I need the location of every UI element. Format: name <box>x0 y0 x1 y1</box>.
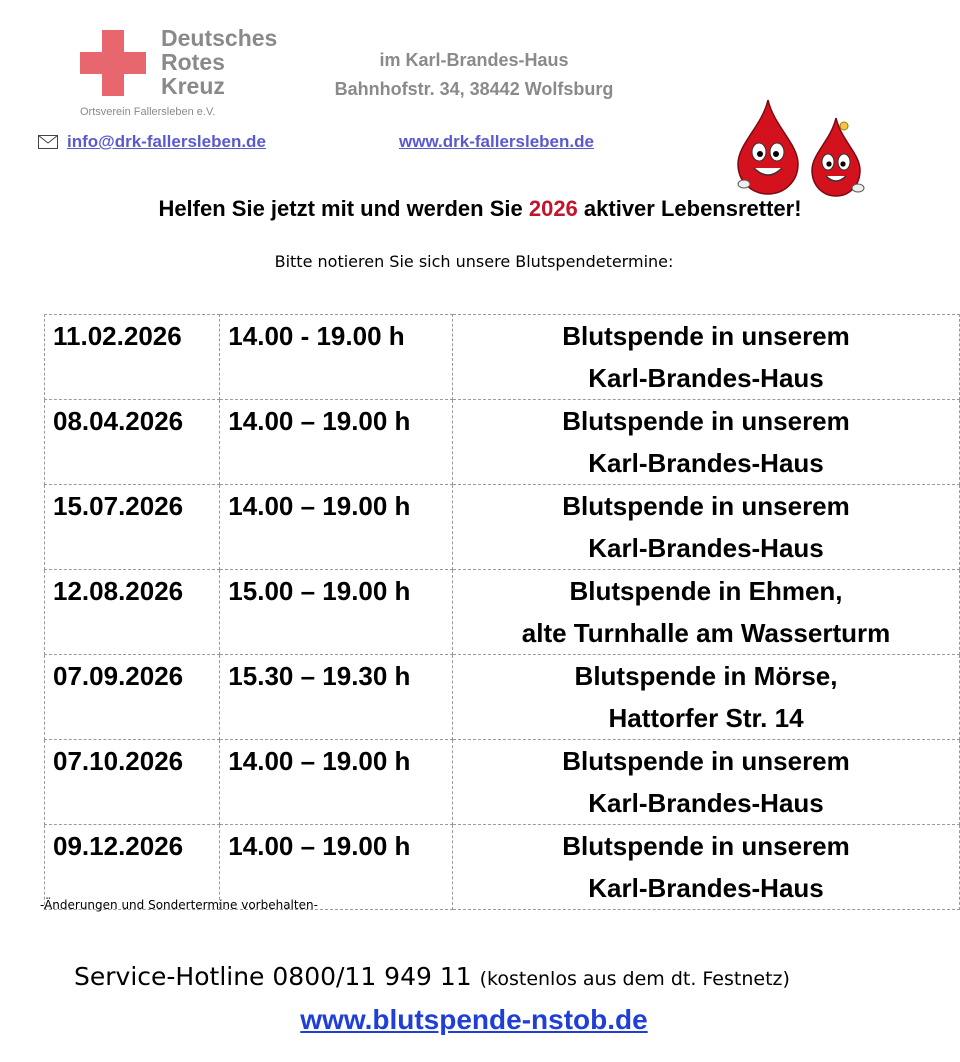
table-row <box>45 825 960 910</box>
hotline-number: Service-Hotline 0800/11 949 11 <box>74 962 472 991</box>
table-row <box>45 740 960 825</box>
date-cell: 07.09.2026 <box>45 655 220 740</box>
headline-suffix: aktiver Lebensretter! <box>577 196 802 221</box>
logo-line-2: Rotes <box>161 49 225 75</box>
location-cell <box>453 400 960 485</box>
headline-year: 2026 <box>528 196 578 221</box>
location-line-2: alte Turnhalle am Wasserturm <box>521 618 891 648</box>
time-cell: 14.00 – 19.00 h <box>220 485 453 570</box>
location-cell <box>453 825 960 910</box>
logo-line-3: Kreuz <box>161 73 225 99</box>
headline-prefix: Helfen Sie jetzt mit und werden Sie <box>158 196 529 221</box>
location-line-2: Karl-Brandes-Haus <box>588 873 824 903</box>
blutspende-website-link[interactable]: www.blutspende-nstob.de <box>300 1004 648 1035</box>
logo-wordmark <box>161 26 277 98</box>
red-cross-logo-icon <box>80 30 146 96</box>
date-cell: 12.08.2026 <box>45 570 220 655</box>
envelope-icon <box>38 135 58 149</box>
address-block <box>293 46 655 104</box>
time-cell: 14.00 - 19.00 h <box>220 315 453 400</box>
time-cell: 14.00 – 19.00 h <box>220 740 453 825</box>
table-row <box>45 315 960 400</box>
address-line-1: im Karl-Brandes-Haus <box>379 50 569 70</box>
table-row <box>45 400 960 485</box>
location-line-2: Karl-Brandes-Haus <box>588 533 824 563</box>
date-cell: 15.07.2026 <box>45 485 220 570</box>
table-row <box>45 570 960 655</box>
location-line-1: Blutspende in unserem <box>562 321 850 351</box>
service-hotline <box>74 962 790 991</box>
website-link[interactable]: www.drk-fallersleben.de <box>399 132 594 151</box>
schedule-table <box>44 314 960 910</box>
location-line-1: Blutspende in unserem <box>562 491 850 521</box>
subheadline: Bitte notieren Sie sich unsere Blutspendetermine: <box>274 252 674 271</box>
date-cell: 09.12.2026 <box>45 825 220 910</box>
logo-subtitle: Ortsverein Fallersleben e.V. <box>80 106 216 118</box>
email-link[interactable]: info@drk-fallersleben.de <box>67 132 266 151</box>
location-cell <box>453 740 960 825</box>
time-cell: 14.00 – 19.00 h <box>220 400 453 485</box>
location-cell <box>453 485 960 570</box>
time-cell: 15.00 – 19.00 h <box>220 570 453 655</box>
location-line-2: Hattorfer Str. 14 <box>608 703 804 733</box>
location-line-1: Blutspende in unserem <box>562 406 850 436</box>
location-line-2: Karl-Brandes-Haus <box>588 788 824 818</box>
location-line-1: Blutspende in unserem <box>562 831 850 861</box>
location-cell <box>453 315 960 400</box>
address-line-2: Bahnhofstr. 34, 38442 Wolfsburg <box>334 79 614 99</box>
disclaimer-note: -Änderungen und Sondertermine vorbehalten- <box>40 898 318 912</box>
location-cell <box>453 655 960 740</box>
location-line-2: Karl-Brandes-Haus <box>588 363 824 393</box>
date-cell: 08.04.2026 <box>45 400 220 485</box>
blood-drop-mascots-icon <box>732 96 872 200</box>
location-line-1: Blutspende in Mörse, <box>574 661 838 691</box>
hotline-note: (kostenlos aus dem dt. Festnetz) <box>479 968 790 990</box>
location-cell <box>453 570 960 655</box>
time-cell: 15.30 – 19.30 h <box>220 655 453 740</box>
table-row <box>45 485 960 570</box>
table-row <box>45 655 960 740</box>
date-cell: 07.10.2026 <box>45 740 220 825</box>
location-line-1: Blutspende in unserem <box>562 746 850 776</box>
logo-line-1: Deutsches <box>161 25 278 51</box>
location-line-2: Karl-Brandes-Haus <box>588 448 824 478</box>
location-line-1: Blutspende in Ehmen, <box>569 576 843 606</box>
date-cell: 11.02.2026 <box>45 315 220 400</box>
time-cell: 14.00 – 19.00 h <box>220 825 453 910</box>
headline <box>0 196 960 222</box>
